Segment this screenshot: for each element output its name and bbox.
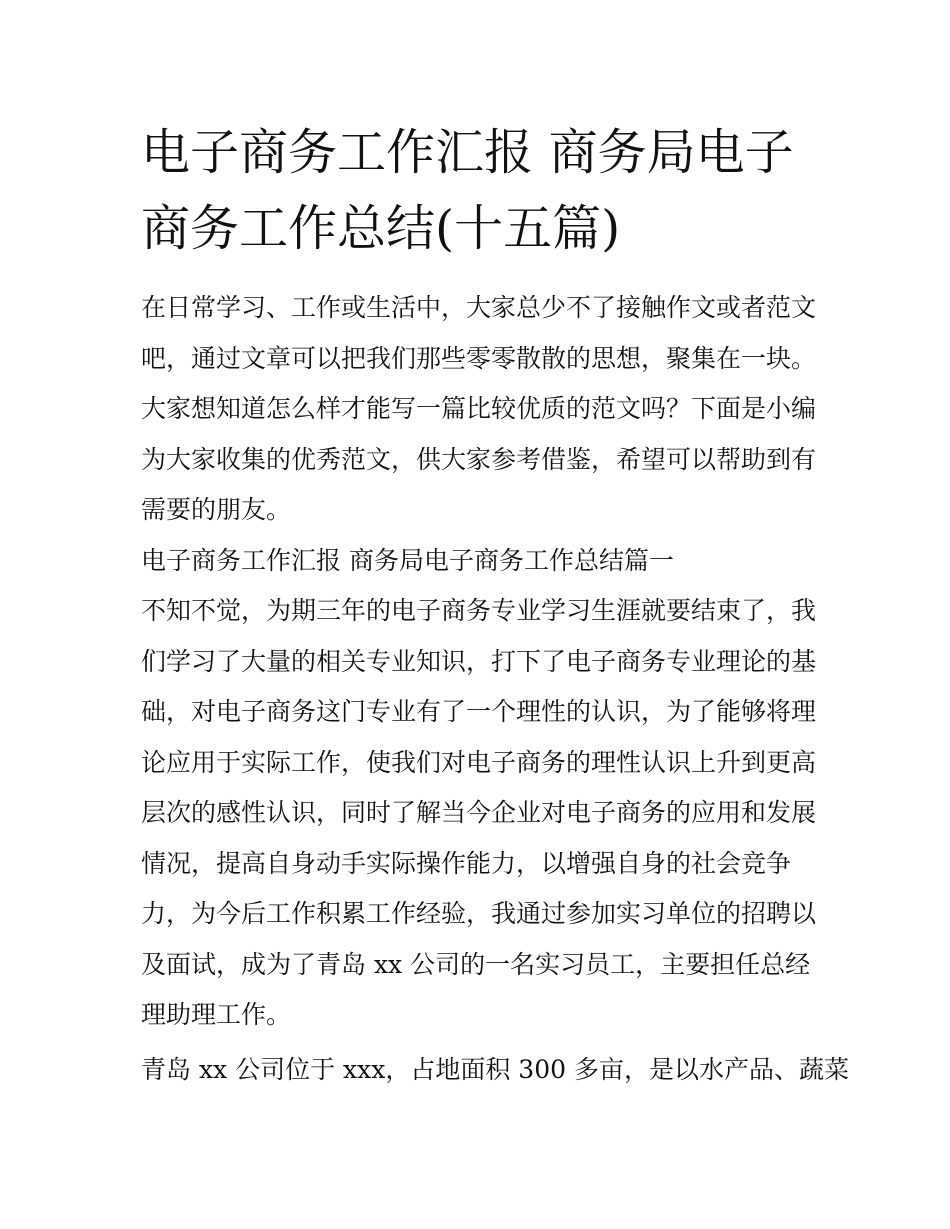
- body-line-8: 及面试，成为了青岛 xx 公司的一名实习员工，主要担任总经: [141, 949, 811, 979]
- document-title: [141, 115, 811, 267]
- body-line-6: 情况，提高自身动手实际操作能力，以增强自身的社会竞争: [141, 848, 792, 878]
- intro-line-4: 为大家收集的优秀范文，供大家参考借鉴，希望可以帮助到有: [141, 444, 817, 474]
- body-paragraph: [141, 586, 817, 1041]
- title-line-1: 电子商务工作汇报 商务局电子: [141, 124, 794, 181]
- intro-line-1: 在日常学习、工作或生活中，大家总少不了接触作文或者范文: [141, 293, 817, 322]
- company-line-1: 青岛 xx 公司位于 xxx，占地面积 300 多亩，是以水产品、蔬菜: [141, 1054, 849, 1084]
- body-line-4: 论应用于实际工作，使我们对电子商务的理性认识上升到更高: [141, 747, 817, 777]
- body-line-7: 力，为今后工作积累工作经验，我通过参加实习单位的招聘以: [141, 899, 817, 928]
- body-line-3: 础，对电子商务这门专业有了一个理性的认识，为了能够将理: [141, 697, 817, 726]
- title-line-2: 商务工作总结(十五篇): [141, 200, 621, 257]
- body-line-9: 理助理工作。: [141, 1000, 292, 1029]
- company-paragraph: [141, 1045, 849, 1096]
- section-heading: 电子商务工作汇报 商务局电子商务工作总结篇一: [141, 545, 674, 575]
- intro-line-2: 吧，通过文章可以把我们那些零零散散的思想，聚集在一块。: [141, 343, 817, 373]
- document-content: [141, 115, 849, 1095]
- body-line-1: 不知不觉，为期三年的电子商务专业学习生涯就要结束了，我: [141, 596, 817, 625]
- body-line-5: 层次的感性认识，同时了解当今企业对电子商务的应用和发展: [141, 798, 817, 827]
- intro-line-5: 需要的朋友。: [141, 495, 292, 524]
- intro-paragraph: [141, 283, 817, 536]
- body-line-2: 们学习了大量的相关专业知识，打下了电子商务专业理论的基: [141, 646, 817, 676]
- intro-line-3: 大家想知道怎么样才能写一篇比较优质的范文吗？下面是小编: [141, 394, 817, 423]
